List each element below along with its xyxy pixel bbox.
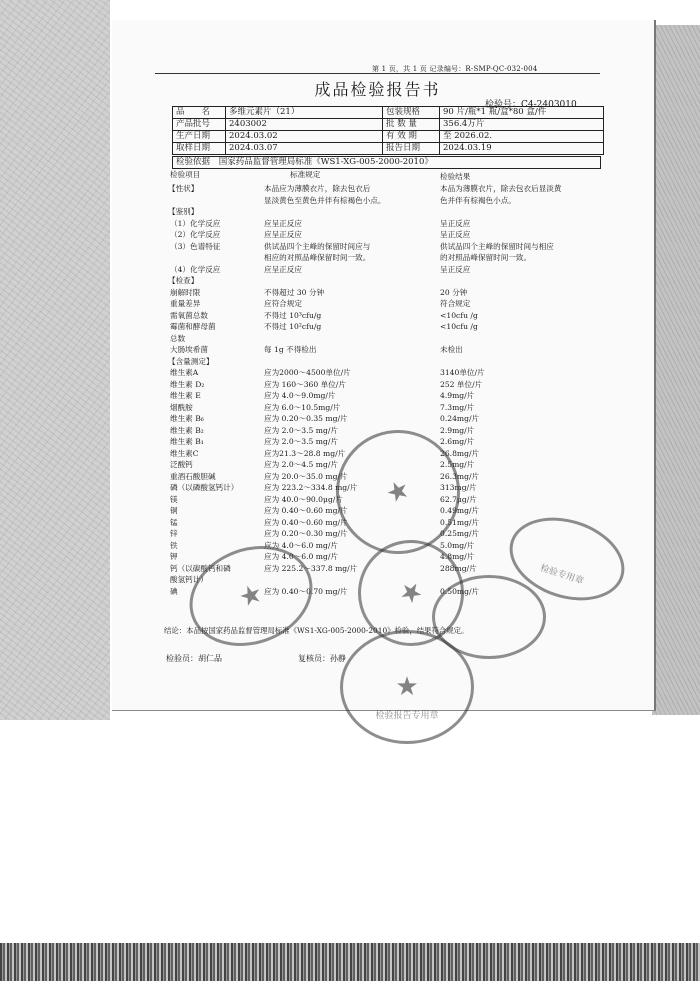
row-result: 4.8mg/片 (440, 552, 475, 561)
row-spec: 应为 4.0～6.0 mg/片 (264, 552, 338, 561)
row-spec: 应呈正反应 (264, 218, 302, 228)
row-spec: 显淡黄色至黄色并伴有棕褐色小点。 (264, 195, 386, 205)
row-spec: 应为 225.2～337.8 mg/片 (264, 563, 358, 573)
row-result: 288mg/片 (440, 563, 477, 573)
row-item: 钾 (170, 552, 178, 561)
column-result-header: 检验结果 (440, 172, 471, 181)
report-value: 2024.03.19 (440, 143, 604, 155)
row-item: 【含量测定】 (168, 356, 214, 366)
row-spec: 本品应为薄膜衣片，除去包衣后 (264, 184, 371, 193)
basis-value: 国家药品监督管理局标准《WS1-XG-005-2000-2010》 (218, 157, 433, 167)
row-spec: 应为 0.40～0.60 mg/片 (264, 517, 348, 527)
row-item: 霉菌和酵母菌 (170, 322, 216, 331)
row-result: 2.9mg/片 (440, 425, 475, 435)
row-item: 磷（以磷酸氢钙计） (170, 483, 239, 492)
row-item: （1）化学反应 (170, 218, 221, 228)
product-info-table (172, 106, 604, 155)
row-result: 313mg/片 (440, 483, 477, 492)
row-result: 供试品四个主峰的保留时间与相应 (440, 241, 554, 251)
row-item: 锌 (170, 529, 178, 538)
row-result: 7.3mg/片 (440, 402, 475, 412)
star-icon: ★ (381, 473, 415, 511)
table-row (173, 131, 604, 143)
row-result: 26.3mg/片 (440, 471, 480, 481)
row-result: 252 单位/片 (440, 379, 483, 389)
row-result: 呈正反应 (440, 264, 471, 274)
table-row (173, 119, 604, 131)
row-result: 的对照品峰保留时间一致。 (440, 253, 532, 262)
row-item: 维生素 B₂ (170, 425, 204, 435)
row-result: 20 分钟 (440, 287, 468, 297)
row-result: 2.6mg/片 (440, 437, 475, 446)
row-item: 维生素 B₁ (170, 437, 204, 446)
star-icon: ★ (393, 574, 429, 612)
row-result: 0.24mg/片 (440, 414, 480, 423)
row-item: （4）化学反应 (170, 264, 221, 274)
qty-label: 批 数 量 (383, 119, 440, 131)
row-spec: 不得过 10²cfu/g (264, 322, 322, 331)
row-item: 铁 (170, 540, 178, 550)
report-seal-text: 检验报告专用章 (375, 711, 439, 721)
row-item: 铜 (170, 506, 178, 515)
row-result: 色并伴有棕褐色小点。 (440, 195, 516, 205)
row-item: 锰 (170, 517, 178, 527)
row-spec: 应呈正反应 (264, 264, 302, 274)
exp-value: 至 2026.02. (440, 131, 604, 143)
row-item: 【检查】 (168, 276, 199, 285)
row-spec: 应为 20.0～35.0 mg/片 (264, 471, 348, 481)
row-result: 0.51mg/片 (440, 517, 480, 527)
row-item: 维生素C (170, 448, 199, 458)
row-spec: 供试品四个主峰的保留时间应与 (264, 241, 371, 251)
row-result: 26.8mg/片 (440, 448, 480, 458)
row-spec: 应呈正反应 (264, 230, 302, 239)
report-special-seal-stamp (340, 630, 474, 744)
row-result: <10cfu /g (440, 322, 478, 331)
reviewer: 复核员：孙静 (298, 654, 346, 663)
basis-label: 检验依据 (176, 157, 211, 167)
row-item: 崩解时限 (170, 287, 201, 297)
inspection-seal-text: 检验专用章 (538, 563, 585, 587)
row-item: 大肠埃希菌 (170, 345, 208, 354)
row-item: 维生素 B₆ (170, 414, 204, 423)
row-spec: 应为 0.40～0.60 mg/片 (264, 506, 348, 515)
row-result: 符合规定 (440, 299, 471, 308)
star-icon: ★ (234, 577, 268, 615)
row-result: 3140单位/片 (440, 368, 485, 377)
row-item: 维生素 E (170, 391, 201, 400)
basis-row (172, 156, 601, 169)
row-item: 镁 (170, 494, 178, 504)
row-spec: 应为 160～360 单位/片 (264, 379, 346, 389)
row-result: 2.5mg/片 (440, 460, 475, 469)
page-info: 第 1 页，共 1 页 记录编号：R-SMP-QC-032-004 (372, 65, 538, 73)
row-spec: 应为 40.0～90.0μg/片 (264, 494, 343, 504)
conclusion: 结论：本品按国家药品监督管理局标准《WS1-XG-005-2000-2010》检验，结果符合规定。 (164, 626, 469, 635)
row-item: 维生素A (170, 368, 199, 377)
row-spec: 不得过 10³cfu/g (264, 310, 322, 320)
table-row (173, 143, 604, 155)
row-item: 【鉴别】 (168, 207, 199, 216)
qty-value: 356.4万片 (440, 119, 604, 131)
row-spec: 应为 2.0～3.5 mg/片 (264, 437, 338, 446)
pack-label: 包装规格 (383, 107, 440, 119)
row-item: 烟酰胺 (170, 402, 193, 412)
row-spec: 应为 0.20～0.30 mg/片 (264, 529, 348, 538)
row-result: 62.7μg/片 (440, 494, 477, 504)
row-spec: 应为21.3～28.8 mg/片 (264, 448, 346, 458)
page-title: 成品检验报告书 (314, 80, 441, 99)
table-row (173, 107, 604, 119)
row-spec: 应为 0.20～0.35 mg/片 (264, 414, 348, 423)
inspector: 检验员：胡仁品 (166, 654, 222, 663)
product-value: 多维元素片（21） (226, 107, 383, 119)
row-item: 酸氢钙计） (170, 575, 208, 584)
row-item: 泛酸钙 (170, 460, 193, 469)
row-spec: 应为 0.40～0.70 mg/片 (264, 586, 348, 596)
header-rule (155, 73, 600, 74)
row-item: 总数 (170, 333, 186, 343)
row-item: 碘 (170, 586, 178, 596)
row-spec: 应为 2.0～4.5 mg/片 (264, 460, 338, 469)
column-spec-header: 标准规定 (290, 170, 321, 179)
row-item: 【性状】 (168, 184, 199, 193)
row-spec: 应为 2.0～3.5 mg/片 (264, 425, 338, 435)
row-spec: 应符合规定 (264, 299, 302, 308)
row-result: 5.0mg/片 (440, 540, 475, 550)
row-item: 重量差异 (170, 299, 201, 308)
row-result: 4.9mg/片 (440, 391, 475, 400)
row-item: （2）化学反应 (170, 230, 221, 239)
product-label: 品 名 (173, 107, 226, 119)
report-label: 报告日期 (383, 143, 440, 155)
scan-noise-right (652, 25, 700, 715)
batch-value: 2403002 (226, 119, 383, 131)
row-spec: 应为 4.0～6.0 mg/片 (264, 540, 338, 550)
row-item: 重酒石酸胆碱 (170, 471, 216, 481)
batch-label: 产品批号 (173, 119, 226, 131)
row-spec: 每 1g 不得检出 (264, 345, 317, 354)
sample-value: 2024.03.07 (226, 143, 383, 155)
row-result: 0.49mg/片 (440, 506, 480, 515)
row-result: 呈正反应 (440, 230, 471, 239)
row-result: <10cfu /g (440, 310, 478, 320)
row-spec: 应为 6.0～10.5mg/片 (264, 402, 341, 412)
row-item: 维生素 D₂ (170, 379, 205, 389)
row-result: 本品为薄膜衣片，除去包衣后显淡黄 (440, 184, 562, 193)
row-spec: 应为2000～4500单位/片 (264, 368, 351, 377)
star-icon: ★ (395, 672, 419, 702)
row-spec: 相应的对照品峰保留时间一致。 (264, 253, 371, 262)
row-result: 未检出 (440, 345, 463, 354)
mfg-label: 生产日期 (173, 131, 226, 143)
row-result: 0.25mg/片 (440, 529, 480, 538)
column-item-header: 检验项目 (170, 170, 201, 179)
row-item: 钙（以碳酸钙和磷 (170, 563, 231, 573)
sample-label: 取样日期 (173, 143, 226, 155)
pack-value: 90 片/瓶*1 瓶/盒*80 盒/件 (440, 107, 604, 119)
row-item: 需氧菌总数 (170, 310, 208, 320)
row-spec: 应为 4.0～9.0mg/片 (264, 391, 336, 400)
row-result: 呈正反应 (440, 218, 471, 228)
row-spec: 应为 223.2～334.8 mg/片 (264, 483, 358, 492)
mfg-value: 2024.03.02 (226, 131, 383, 143)
report-number: 检验号：C4-2403010 (485, 100, 577, 110)
scan-noise-bottom (0, 943, 700, 981)
row-item: （3）色谱特征 (170, 241, 221, 251)
scan-noise-left (0, 0, 110, 720)
exp-label: 有 效 期 (383, 131, 440, 143)
row-spec: 不得超过 30 分钟 (264, 287, 325, 297)
row-result: 0.50mg/片 (440, 586, 480, 596)
